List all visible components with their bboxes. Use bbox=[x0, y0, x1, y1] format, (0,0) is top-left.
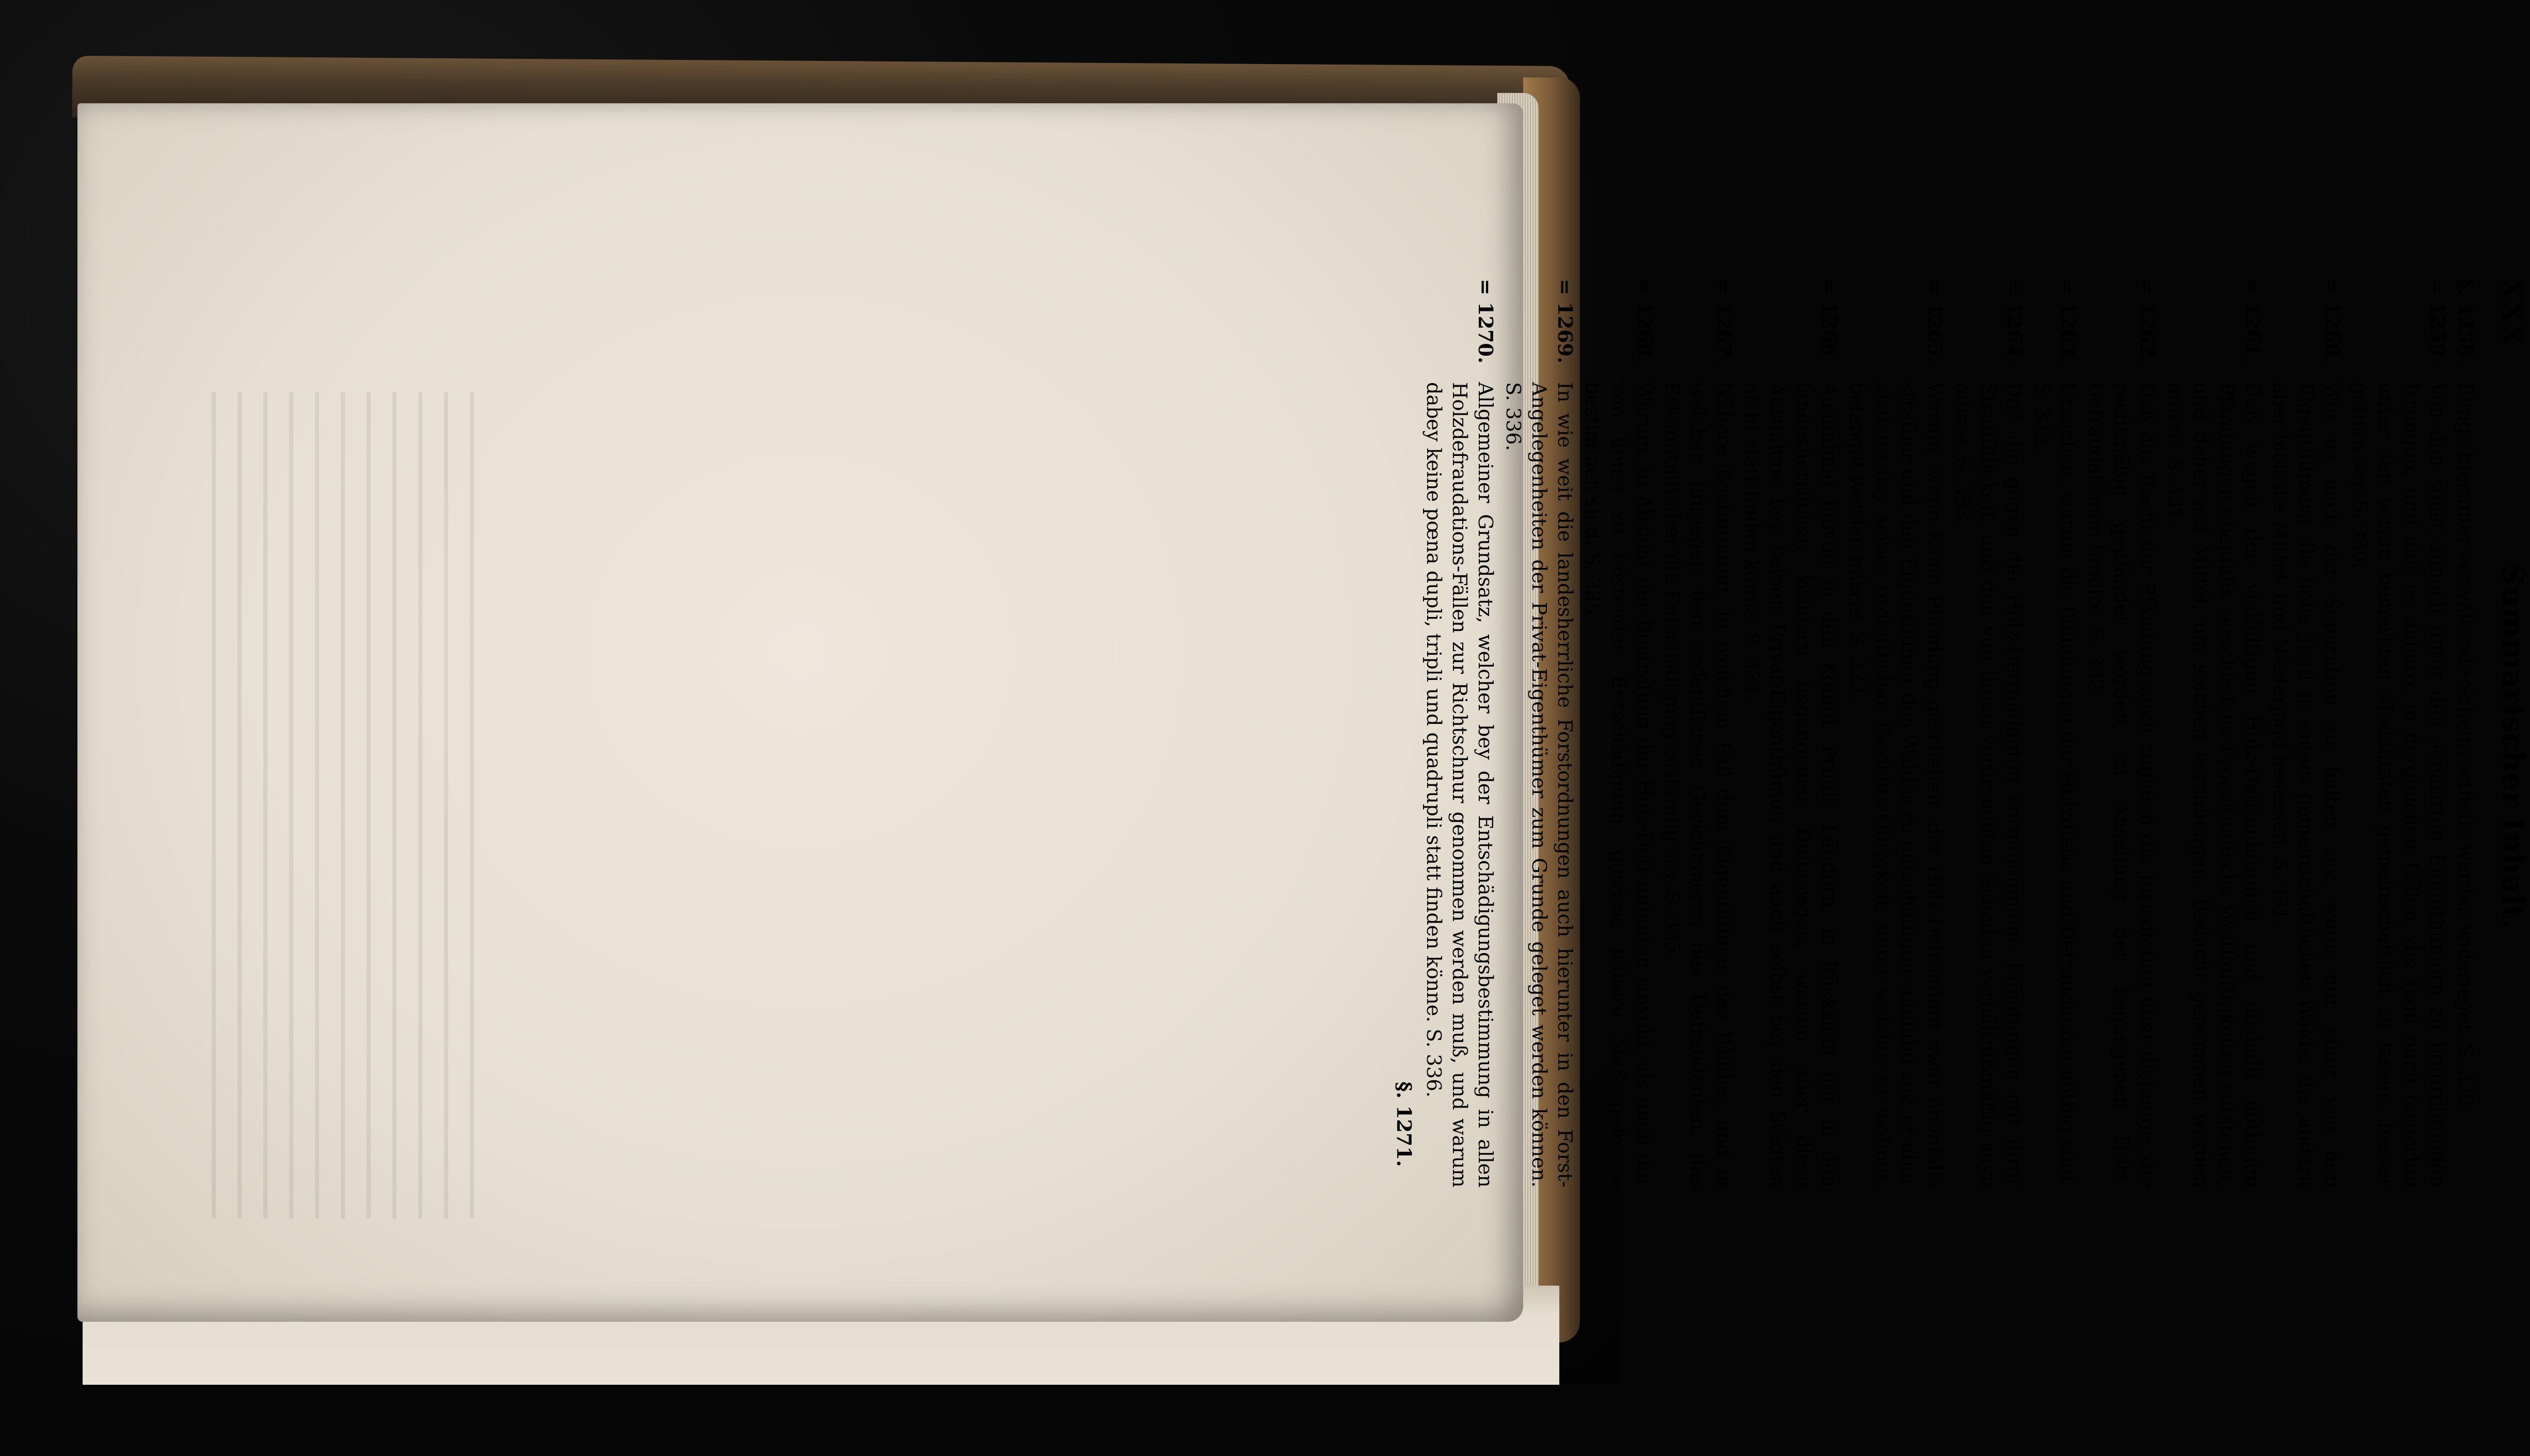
list-item bbox=[1421, 279, 1498, 1188]
page-number: XXX bbox=[2496, 279, 2528, 348]
list-item bbox=[1659, 279, 1737, 1188]
list-item bbox=[1844, 279, 1948, 1188]
page-reference: S. 332. bbox=[2031, 382, 2053, 451]
bleed-through bbox=[212, 392, 480, 1218]
section-number: = 1268. bbox=[1633, 279, 1656, 364]
section-number: = 1265. bbox=[1923, 279, 1947, 364]
page-reference: S. 336. bbox=[1502, 382, 1525, 451]
page-reference: S. 336. bbox=[1422, 1028, 1445, 1098]
entry-text: Nähere Bestimmung, in welchem Fall dem Eigenthümer des Waldes, und in welchen hingegen den ordentlichen Gerichtsherrn des Defraudanten, das Erkänntniß über die Entschädigung zuständig sey. bbox=[1661, 382, 1735, 1188]
entry-text: Einige hierunter vorwaltende Scheinvortheile werden widerleget. bbox=[2454, 382, 2477, 1038]
section-number: = 1262. bbox=[2136, 279, 2159, 364]
page-reference: S. 330. bbox=[2349, 500, 2371, 569]
list-item bbox=[1950, 279, 2027, 1188]
page-reference: S. 333. bbox=[1846, 631, 1869, 701]
entry-text: Ursachen, warum die Pfändungen der Holzdiebe und Defraudanten nöthig sind. bbox=[2057, 382, 2079, 1188]
entry-text: Daß wegen der vielfältigen Holz-Defraudationen und deshalb nöthigen Pfändungen ebenfalls verschiedene Proceßualische Weitläuftigkeiten entstehen, und daher auf Mittel, um solchen vorzubeugen, Bedacht genommen werden müsse. bbox=[2164, 382, 2264, 1188]
page-reference: S. 331. bbox=[2269, 858, 2292, 927]
list-item bbox=[2083, 279, 2160, 1188]
book-page bbox=[77, 103, 1523, 1322]
entry-text: Allgemeiner Grundsatz, welcher bey der Entschädigungsbestimmung in allen Holzdefraudations-Fällen zur Richtschnur genommen werden muß, und warum dabey keine pœna dupli, tripli und quadrupli statt finden könne. bbox=[1422, 382, 1497, 1188]
section-number: = 1270. bbox=[1474, 279, 1497, 364]
page-reference: S. 335. bbox=[1582, 552, 1604, 621]
list-item bbox=[2029, 279, 2081, 1188]
section-number: = 1260. bbox=[2321, 279, 2344, 364]
list-item bbox=[2347, 279, 2450, 1188]
entry-text: In wie weit die landesherrliche Forstordnungen auch hierunter in den Forst-Angelegenheiten der Privat-Eigenthümer zum Grunde geleget werden können. bbox=[1528, 382, 1576, 1188]
entry-text: Daß die gegen die Holz-Defraudanten vorgenommene Pfändungen mit ihrer Straffälligkeit, und den von ihnen verursachten Schaden verhältnißmäßig seyn müsse. bbox=[1951, 382, 2026, 1188]
entry-text: Daß das Recht der Pfändung auch zugleich die Jurisdiction über diejenige, die rechtmäßig gepfändet worden, in Ansehung der begangenen Holz-Defraudationen fundire. bbox=[2084, 382, 2159, 1188]
section-number: = 1269. bbox=[1554, 279, 1577, 364]
entry-text: Von den sonst annoch unter den separirten Eigenthümern zu befürchtenden Irrungen, und daß es dahero, in dergleichen Fällen, die Jagd noch fernerhin unter den vorhin bemerkten Modalitäten gemeinschaftlich zu lassen, besser gethan sey. bbox=[2349, 382, 2449, 1188]
list-item bbox=[1500, 279, 1578, 1188]
list-item bbox=[2268, 279, 2345, 1188]
entry-text: Ausnahme hievon in den Königl. Preuß. Ländern, in Rücksicht der in den landesherrlichen Wäldern begangenen Dieberegen, warum aber diese Ausnahme bey keinen Privat-Eigenthümer, und auch selbst bey den Städten nicht statt finden könne. bbox=[1741, 382, 1841, 1188]
page-header bbox=[2484, 279, 2530, 1188]
page-reference: S. 332. bbox=[2084, 628, 2107, 698]
page-reference: S. 329. bbox=[2454, 1044, 2477, 1113]
section-number: = 1264. bbox=[2003, 279, 2026, 364]
section-number: §. 1258. bbox=[2454, 279, 2477, 365]
catchword-next-section: §. 1271. bbox=[1393, 1081, 1416, 1167]
entry-text: Warum, in Absicht der Bestrafung der Holz-Defraudanten sowohl, als auch der von ihnen zu leistenden Entschädigung, gewisse nähere Maßregeln zu bestimmen sind. bbox=[1582, 382, 1656, 1188]
page-reference: S. 335. bbox=[1661, 891, 1684, 960]
rotated-text-block bbox=[1353, 279, 2530, 1456]
page-title: Summarischer Inhalt. bbox=[2496, 564, 2530, 930]
section-number: = 1261. bbox=[2241, 279, 2265, 364]
list-item bbox=[1739, 279, 1842, 1188]
list-item bbox=[2453, 279, 2478, 1188]
section-number: = 1259. bbox=[2426, 279, 2449, 364]
page-reference: S. 333. bbox=[1951, 457, 1974, 527]
entry-list bbox=[1421, 279, 2478, 1188]
page-reference: S. 331. bbox=[2164, 457, 2187, 527]
page-reference: S. 334. bbox=[1741, 632, 1763, 701]
section-number: = 1263. bbox=[2057, 279, 2080, 364]
entry-text: Wie es nach der Separation zu halten sey, wenn nur einer von den Eigenthümern die hohe Jagd in einem gemeinschaftlichen Walde, die andern aber bloß die Mittel- und Niederjagd besessen. bbox=[2269, 382, 2344, 1188]
section-number: = 1267. bbox=[1713, 279, 1736, 364]
section-number: = 1266. bbox=[1818, 279, 1841, 364]
list-item bbox=[2162, 279, 2266, 1188]
entry-text: Warum, wenn keine Pfändung geschehen, der Holz-Defraudant zwar ebenfalls strafbar und den Eigenthümer des Waldes zu entschädigen schuldig sey, er aber alsdenn bey seiner ordentlichen Gerichts-Obrigkeit, unter welcher er wohnet, belanget werden müsse. bbox=[1846, 382, 1946, 1188]
list-item bbox=[1580, 279, 1657, 1188]
